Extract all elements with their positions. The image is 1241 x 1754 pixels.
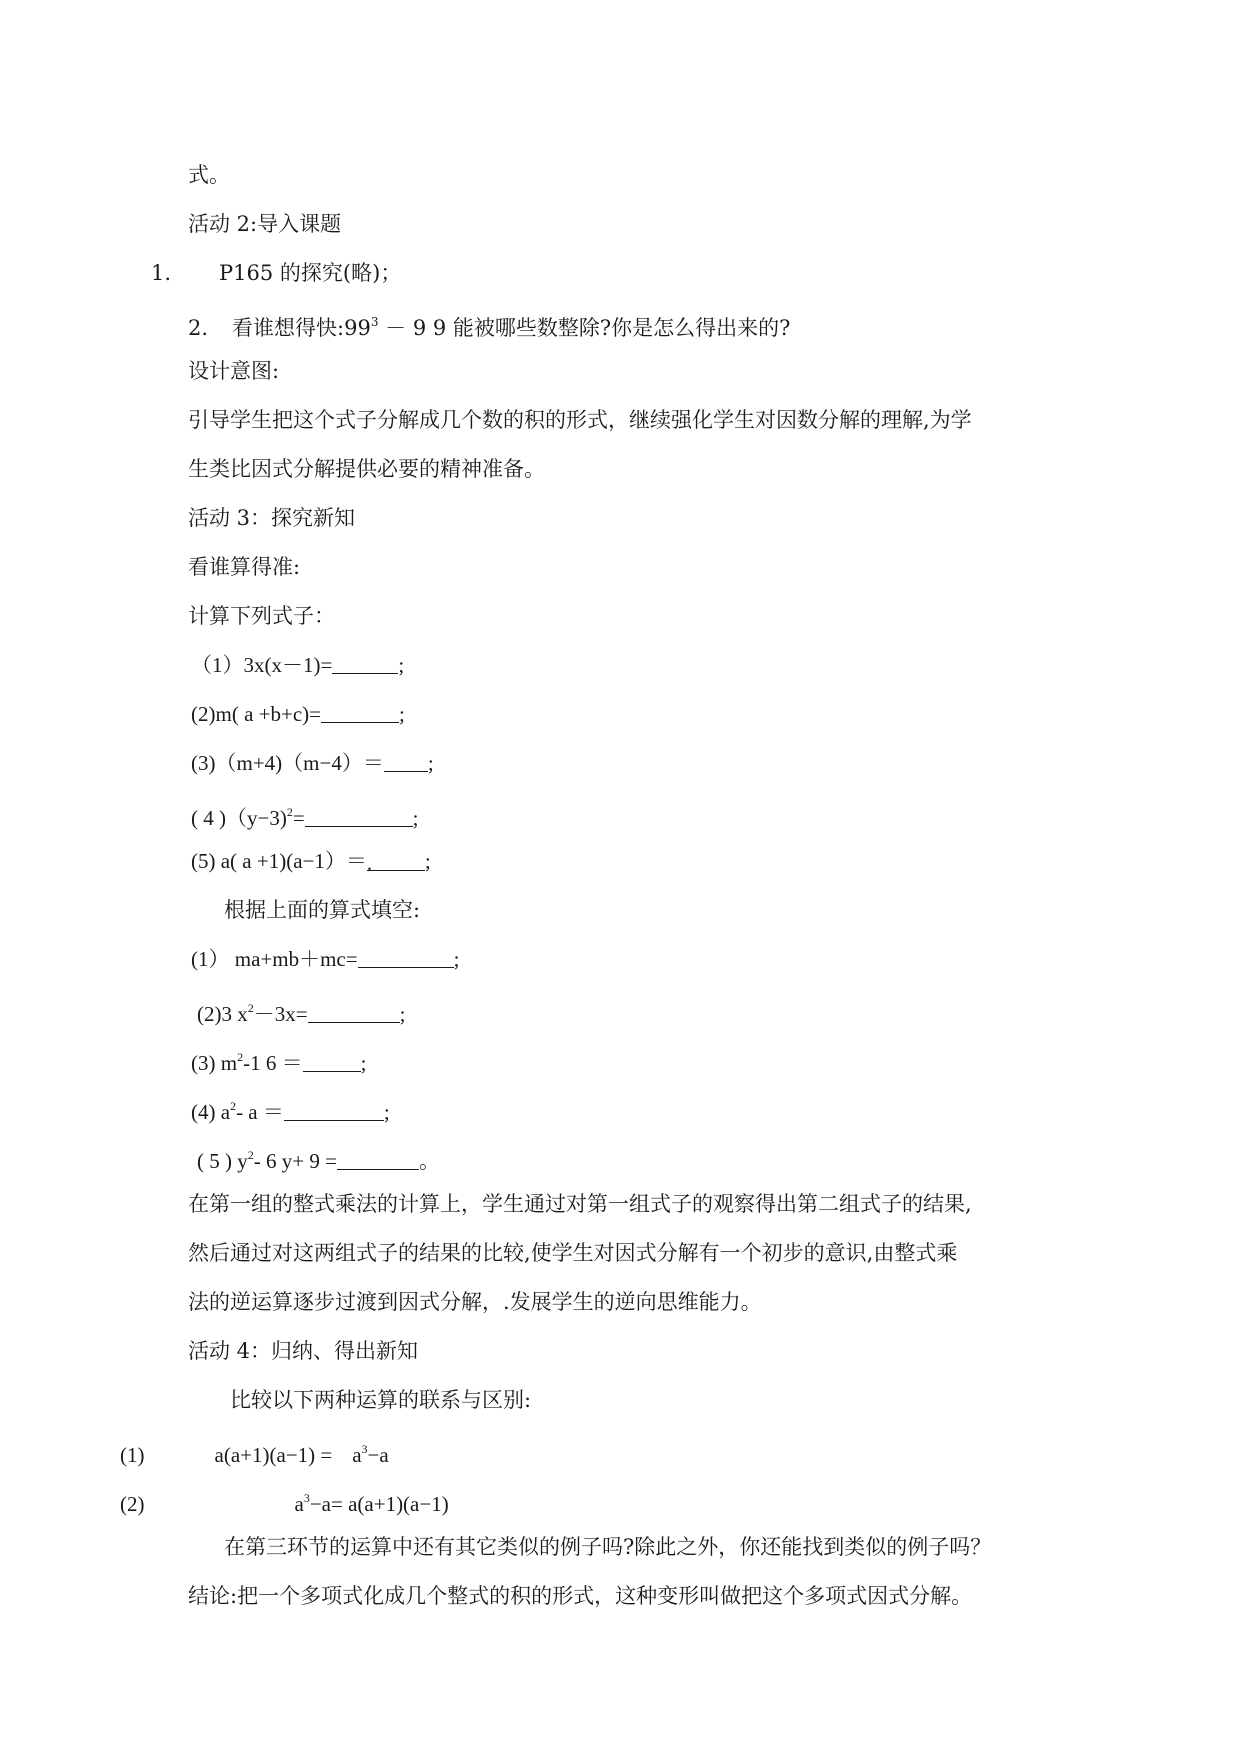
expression: a(a+1)(a−1) = xyxy=(214,1443,333,1467)
text: 活动 4：归纳、得出新知 xyxy=(188,1339,419,1363)
text: 然后通过对这两组式子的结果的比较,使学生对因式分解有一个初步的意识,由整式乘 xyxy=(188,1241,958,1265)
design-intent-heading xyxy=(188,356,279,386)
exercise-line: (3) $m^2-1$ 6 ＝ ; xyxy=(191,1050,367,1075)
item-number: 1. xyxy=(151,261,172,285)
paragraph-line xyxy=(224,1532,991,1562)
item-text: － 9 9 能被哪些数整除?你是怎么得出来的? xyxy=(378,316,791,340)
conclusion-line xyxy=(188,1581,972,1611)
comparison-line xyxy=(120,1483,449,1519)
exercise-line: (3)（m+4)（m−4）＝ ; xyxy=(191,751,434,775)
exponent: 2 xyxy=(230,1099,237,1113)
exponent: 2 xyxy=(286,805,293,819)
text-line xyxy=(224,895,420,925)
paragraph-line xyxy=(188,405,972,435)
text: 比较以下两种运算的联系与区别: xyxy=(230,1388,532,1412)
expression: -1 6 ＝ xyxy=(243,1051,303,1075)
activity-4-heading xyxy=(188,1336,418,1366)
exponent: 3 xyxy=(361,1442,368,1456)
exercise-line: （1）3x(x－1)= ; xyxy=(191,653,405,677)
item-text: 看谁想得快:99 xyxy=(232,316,371,340)
answer-blank xyxy=(321,700,399,723)
text-line xyxy=(188,160,230,190)
text: 活动 2:导入课题 xyxy=(188,212,342,236)
expression: －3x= xyxy=(253,1002,308,1026)
exercise-line: (2)3 $x^2-3x=$ ; xyxy=(197,1001,406,1026)
text: 在第一组的整式乘法的计算上，学生通过对第一组式子的观察得出第二组式子的结果, xyxy=(188,1192,972,1216)
answer-blank xyxy=(308,1000,400,1023)
exercise-line: (2)m( a +b+c)= ; xyxy=(191,702,405,726)
paragraph-line xyxy=(188,1238,957,1268)
activity-2-heading xyxy=(188,209,341,239)
text-line xyxy=(188,601,335,631)
activity-3-heading xyxy=(188,503,355,533)
paragraph-line xyxy=(188,454,545,484)
expression: (2)3 x xyxy=(197,1002,248,1026)
text: 看谁算得准: xyxy=(188,555,301,579)
text: 式。 xyxy=(188,163,230,187)
exponent: 2 xyxy=(247,1148,254,1162)
punctuation: 。 xyxy=(418,1149,440,1173)
text: 在第三环节的运算中还有其它类似的例子吗?除此之外，你还能找到类似的例子吗？ xyxy=(224,1535,992,1559)
item-number: (1) xyxy=(120,1443,145,1467)
expression: (4) a xyxy=(191,1100,231,1124)
expression: −a= a(a+1)(a−1) xyxy=(309,1492,449,1516)
item-number: (2) xyxy=(120,1492,145,1516)
text: 结论:把一个多项式化成几个整式的积的形式，这种变形叫做把这个多项式因式分解。 xyxy=(188,1584,973,1608)
exponent: 3 xyxy=(370,315,379,329)
expression: −a xyxy=(367,1443,389,1467)
answer-blank xyxy=(366,848,425,875)
answer-blank xyxy=(384,749,428,772)
text: 设计意图: xyxy=(188,359,280,383)
text-line xyxy=(230,1385,531,1415)
exercise-line: (5) a( a +1)(a−1）＝. ; xyxy=(191,849,431,875)
text: 生类比因式分解提供必要的精神准备。 xyxy=(188,457,545,481)
answer-blank xyxy=(337,1147,419,1170)
expression: a xyxy=(294,1492,304,1516)
exercise-line: ( 4 )（y−3)$^2$= ; xyxy=(191,805,419,830)
text: 引导学生把这个式子分解成几个数的积的形式，继续强化学生对因数分解的理解,为学 xyxy=(188,408,972,432)
list-item xyxy=(151,258,401,288)
answer-blank xyxy=(305,804,413,827)
exercise-line: (4) $a^2-$ a ＝ ; xyxy=(191,1099,390,1124)
text: 法的逆运算逐步过渡到因式分解，.发展学生的逆向思维能力。 xyxy=(188,1290,762,1314)
answer-blank xyxy=(284,1098,384,1121)
expression: a xyxy=(352,1443,362,1467)
expression: ( 5 ) y xyxy=(197,1149,248,1173)
expression: (1） ma+mb＋mc= xyxy=(191,947,358,971)
answer-blank xyxy=(358,945,454,968)
item-number: 2. xyxy=(188,316,209,340)
expression: (3)（m+4)（m−4）＝ xyxy=(191,751,384,775)
text-line xyxy=(188,552,300,582)
expression: (2)m( a +b+c)= xyxy=(191,702,321,726)
text: 根据上面的算式填空: xyxy=(224,898,421,922)
expression: = xyxy=(292,806,305,830)
paragraph-line xyxy=(188,1189,972,1219)
list-item xyxy=(188,307,790,343)
exponent: 2 xyxy=(237,1050,244,1064)
answer-blank xyxy=(303,1049,361,1072)
blank-mark: . xyxy=(366,851,373,875)
expression: - a ＝ xyxy=(236,1100,284,1124)
expression: ( 4 )（y−3) xyxy=(191,806,287,830)
exponent: 3 xyxy=(303,1491,310,1505)
text: 活动 3：探究新知 xyxy=(188,506,356,530)
expression: （1）3x(x－1)= xyxy=(191,653,333,677)
exponent: 2 xyxy=(247,1001,254,1015)
text: 计算下列式子： xyxy=(188,604,335,628)
exercise-line: (1） ma+mb＋mc= ; xyxy=(191,947,460,971)
expression: (3) m xyxy=(191,1051,238,1075)
exercise-line xyxy=(197,1140,440,1176)
answer-blank xyxy=(332,651,398,674)
item-text: P165 的探究(略)； xyxy=(219,261,402,285)
paragraph-line xyxy=(188,1287,762,1317)
expression: - 6 y+ 9 = xyxy=(253,1149,337,1173)
expression: (5) a( a +1)(a−1）＝ xyxy=(191,849,367,873)
comparison-line xyxy=(120,1434,389,1470)
